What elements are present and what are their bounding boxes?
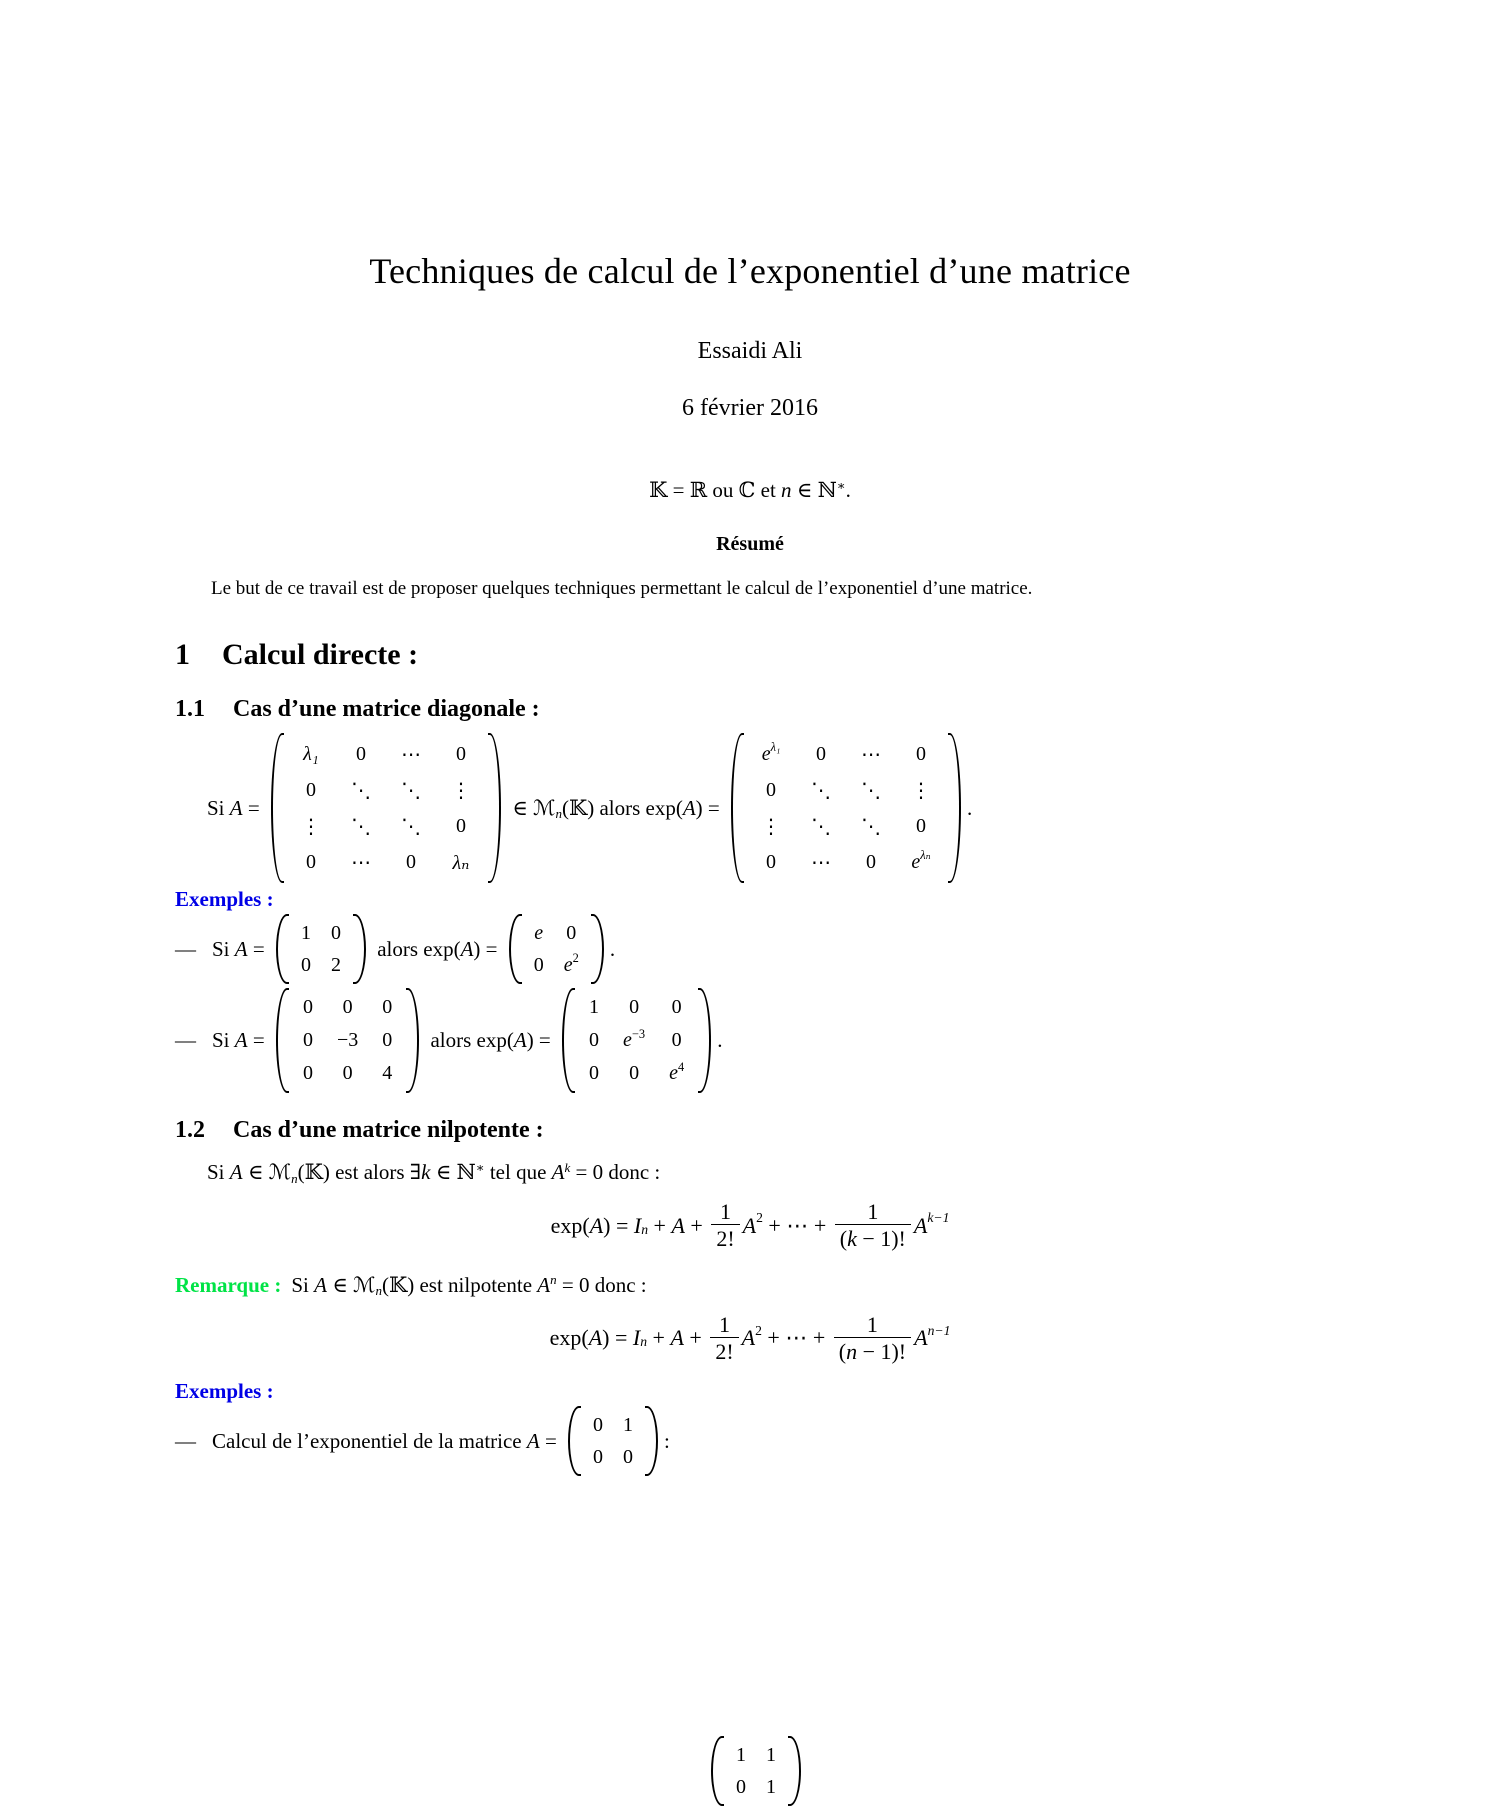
matrix-cell: 0 (736, 1775, 746, 1798)
example-middle (425, 1028, 556, 1053)
math-fragment: = 0 donc : (570, 1160, 661, 1184)
math-fragment: A (460, 936, 474, 961)
matrix-cell (286, 736, 336, 772)
matrix-cell: ⋱ (811, 779, 832, 802)
matrix-cell: 0 (766, 778, 777, 801)
statement-middle (507, 796, 725, 821)
math-fragment: A (551, 1160, 565, 1184)
matrix-cell: 0 (671, 1029, 682, 1051)
math-fragment: Si (207, 795, 230, 820)
math-fragment: e (623, 1029, 632, 1051)
math-fragment: n (781, 478, 792, 502)
math-fragment: I (633, 1212, 642, 1238)
example-diagonal-3x3 (175, 988, 1325, 1093)
math-fragment: A (741, 1325, 756, 1351)
math-fragment: k (847, 1226, 857, 1252)
math-fragment: k (421, 1160, 431, 1184)
subsection-1-2-number: 1.2 (175, 1117, 205, 1143)
example-period: . (609, 936, 616, 961)
matrix-cell: ⋱ (861, 815, 882, 838)
math-fragment: 𝕂 = ℝ ou ℂ et (649, 478, 782, 502)
math-fragment: ) = (603, 1212, 634, 1238)
matrix-cell: 0 (589, 1062, 600, 1084)
example-period: . (717, 1028, 723, 1052)
math-fragment: + (647, 1325, 671, 1351)
math-fragment: A (234, 936, 248, 961)
math-fragment: alors exp( (371, 936, 461, 961)
matrix-grid (524, 917, 589, 981)
math-fragment: Si (212, 1028, 235, 1052)
example-prefix (212, 1028, 270, 1053)
matrix-a-2x2 (276, 914, 366, 984)
matrix-cell: 1 (300, 921, 311, 944)
math-fragment: (𝕂) est nilpotente (381, 1272, 538, 1297)
matrix-cell: 0 (305, 850, 316, 873)
matrix-cell: ⋯ (811, 851, 832, 874)
math-fragment: I (632, 1325, 641, 1351)
matrix-cell: 0 (593, 1445, 604, 1468)
math-fragment: ℳ (532, 795, 556, 820)
matrix-cell: 0 (593, 1413, 604, 1436)
matrix-cell: 2 (330, 953, 341, 976)
example-prefix (212, 1429, 562, 1454)
matrix-cell: ⋯ (400, 743, 421, 766)
matrix-cell: ⋱ (350, 815, 371, 838)
matrix-cell: 0 (916, 814, 927, 837)
section-1-title: Calcul directe : (222, 638, 419, 671)
diagonal-matrix-statement (175, 733, 1325, 883)
math-fragment: = (242, 795, 265, 820)
matrix-cell: 0 (405, 850, 416, 873)
math-fragment: e (761, 742, 771, 765)
matrix-cell: 0 (589, 1029, 600, 1051)
math-fragment: + ⋯ + (762, 1212, 832, 1238)
math-fragment: ∈ ℕ (791, 478, 837, 502)
matrix-cell: ⋱ (400, 815, 421, 838)
exemples-label-1: Exemples : (175, 887, 274, 911)
paper-date: 6 février 2016 (682, 395, 818, 421)
math-fragment: ( (839, 1226, 848, 1252)
subsection-1-1-number: 1.1 (175, 696, 205, 722)
math-fragment: ∈ (506, 795, 533, 820)
subsection-1-2-heading (175, 1117, 1325, 1144)
math-fragment: A (588, 1325, 603, 1351)
fraction: $\frac{1}{2!}$ (710, 1312, 738, 1366)
matrix-grid (577, 991, 696, 1090)
matrix-cell: 1 (589, 996, 600, 1018)
math-fragment: . (845, 478, 851, 502)
math-fragment: e (563, 953, 573, 976)
example-nilpotent-2x2 (175, 1406, 1325, 1476)
math-fragment: ∗ (836, 477, 846, 493)
math-fragment: tel que (484, 1160, 552, 1184)
matrix-cell: 0 (816, 742, 827, 765)
matrix-cell: 0 (302, 1062, 313, 1084)
matrix-cell: ⋯ (350, 851, 371, 874)
math-fragment: ) = (695, 795, 726, 820)
math-fragment: A (670, 1325, 684, 1351)
math-fragment: A (314, 1272, 327, 1297)
math-fragment: A (914, 1325, 928, 1351)
matrix-cell: 1 (766, 1743, 776, 1766)
math-fragment: ∗ (475, 1159, 485, 1175)
matrix-grid (291, 917, 351, 981)
math-fragment: n (555, 806, 562, 822)
math-fragment: ∈ (326, 1272, 353, 1297)
matrix-cell: ⋱ (400, 779, 421, 802)
fraction: $\frac{1}{2!}$ (711, 1199, 739, 1253)
item-dash: — (175, 1428, 196, 1453)
matrix-cell: 0 (330, 921, 341, 944)
matrix-cell: 0 (302, 996, 313, 1018)
math-fragment: ( (838, 1338, 847, 1364)
matrix-cell: ⋱ (861, 779, 882, 802)
math-fragment: Si (207, 1160, 230, 1184)
matrix-cell: 0 (533, 953, 544, 976)
math-fragment: (𝕂) alors exp( (561, 795, 683, 820)
matrix-cell: e −3 (623, 1026, 646, 1051)
math-fragment: n (291, 1170, 298, 1186)
matrix-cell: ⋯ (861, 743, 882, 766)
matrix-exp-a-3x3 (562, 988, 711, 1093)
matrix-grid (291, 991, 404, 1090)
matrix-cell: 0 (671, 996, 682, 1018)
matrix-cell: 0 (382, 996, 393, 1018)
matrix-grid (286, 736, 486, 880)
matrix-exp-a-diagonal (731, 733, 961, 883)
math-fragment: A (229, 1160, 243, 1184)
math-fragment: + (648, 1212, 672, 1238)
matrix-cell: 0 (566, 921, 577, 944)
matrix-cell: ⋮ (911, 779, 932, 802)
math-fragment: A (913, 1212, 928, 1238)
matrix-cell: 0 (866, 850, 877, 873)
matrix-cell: 0 (342, 996, 353, 1018)
matrix-a-3x3 (276, 988, 419, 1093)
item-dash: — (175, 1028, 196, 1052)
matrix-cell: 1 (766, 1775, 776, 1798)
math-fragment: = (247, 936, 270, 961)
math-fragment: n (375, 1283, 382, 1299)
math-fragment: λₙ (452, 851, 470, 874)
math-fragment: e (534, 921, 544, 944)
math-fragment: − 1)! (857, 1338, 907, 1364)
matrix-grid (726, 1739, 786, 1803)
math-fragment: ℳ (352, 1272, 376, 1297)
math-fragment: n (550, 1272, 557, 1288)
matrix-cell: 0 (916, 742, 927, 765)
matrix-cell: ⋮ (300, 815, 321, 838)
matrix-cell: −3 (336, 1029, 359, 1051)
matrix-cell (524, 917, 554, 949)
statement-prefix (207, 796, 265, 821)
math-fragment: + (684, 1212, 709, 1238)
math-fragment: = (539, 1428, 563, 1453)
matrix-cell: e 2 (563, 951, 579, 976)
math-fragment: A (682, 795, 696, 820)
matrix-cell: 0 (302, 1029, 313, 1051)
math-fragment: alors exp( (425, 1028, 514, 1052)
math-fragment: n (846, 1338, 858, 1364)
exp-series-equation-k: exp( A ) = I n + A + $\frac{1}{2!}$ A 2 + ⋯ + $\frac{1}{(k - 1)!}$ A k−1 (550, 1199, 950, 1252)
matrix-cell: ⋮ (450, 779, 471, 802)
remark-text (291, 1273, 646, 1297)
matrix-cell: 0 (629, 996, 640, 1018)
section-1-heading (175, 638, 1325, 672)
math-fragment: ℳ (268, 1160, 292, 1184)
matrix-cell: 0 (629, 1062, 640, 1084)
matrix-cell: 0 (300, 953, 311, 976)
matrix-cell: 0 (305, 778, 316, 801)
example-diagonal-2x2 (175, 914, 1325, 984)
math-fragment: A (234, 1028, 248, 1052)
matrix-cell: 1 (623, 1413, 634, 1436)
matrix-cell: 0 (455, 814, 466, 837)
paper-title: Techniques de calcul de l’exponentiel d’une matrice (369, 251, 1131, 291)
math-fragment: (𝕂) est alors ∃ (297, 1160, 422, 1184)
math-fragment: ∈ (242, 1160, 269, 1184)
math-fragment: ∈ ℕ (430, 1160, 476, 1184)
abstract-text: Le but de ce travail est de proposer quelques techniques permettant le calcul de l’exponentiel d’une matrice. (211, 578, 1033, 599)
math-fragment: e (911, 850, 921, 873)
resume-heading: Résumé (716, 533, 784, 555)
math-fragment: A (513, 1028, 527, 1052)
math-fragment: Si (212, 936, 235, 961)
exemples-label-2: Exemples : (175, 1379, 274, 1404)
matrix-cell (436, 844, 486, 880)
item-dash: — (175, 936, 196, 961)
matrix-cell: 0 (455, 742, 466, 765)
matrix-cell: 0 (382, 1029, 393, 1051)
partial-result-matrix (711, 1736, 801, 1806)
math-fragment: λ₁ (303, 742, 319, 765)
matrix-cell: 0 (623, 1445, 634, 1468)
math-fragment: Calcul de l’exponentiel de la matrice (212, 1428, 527, 1453)
paper-page (0, 250, 1500, 1798)
math-fragment: − 1)! (856, 1226, 906, 1252)
math-fragment: + (683, 1325, 708, 1351)
matrix-cell: e λ₁ (761, 740, 781, 765)
matrix-cell: ⋮ (761, 815, 782, 838)
matrix-grid (746, 736, 946, 880)
example-middle (372, 937, 503, 962)
math-fragment: A (589, 1212, 604, 1238)
math-fragment: exp( (549, 1325, 589, 1351)
matrix-a-nilpotent (568, 1406, 658, 1476)
math-fragment: k (564, 1159, 571, 1175)
math-fragment: + ⋯ + (761, 1325, 831, 1351)
fraction: $\frac{1}{(n - 1)!}$ (834, 1312, 911, 1366)
subsection-1-1-title: Cas d’une matrice diagonale : (233, 696, 540, 722)
remark-label: Remarque : (175, 1272, 282, 1297)
matrix-grid (583, 1409, 643, 1473)
fraction: $\frac{1}{(k - 1)!}$ (835, 1199, 911, 1253)
math-fragment: A (537, 1272, 551, 1297)
math-fragment: A (671, 1212, 685, 1238)
matrix-cell: 0 (766, 850, 777, 873)
matrix-a-diagonal (271, 733, 501, 883)
matrix-cell: e λₙ (911, 848, 931, 873)
matrix-cell: 0 (342, 1062, 353, 1084)
paper-author: Essaidi Ali (697, 338, 803, 364)
math-fragment: ) = (526, 1028, 557, 1052)
example-colon: : (664, 1428, 670, 1453)
math-fragment: exp( (550, 1212, 590, 1238)
subsection-1-1-heading (175, 696, 1325, 723)
remark-line (175, 1273, 1325, 1298)
matrix-cell: ⋱ (811, 815, 832, 838)
math-fragment: e (669, 1062, 678, 1084)
matrix-cell: ⋱ (350, 779, 371, 802)
field-convention-line (175, 478, 1325, 503)
matrix-exp-a-2x2 (509, 914, 604, 984)
exp-series-equation-n: exp( A ) = I n + A + $\frac{1}{2!}$ A 2 + ⋯ + $\frac{1}{(n - 1)!}$ A n−1 (549, 1311, 951, 1364)
section-1-number: 1 (175, 638, 190, 671)
matrix-cell: e 4 (669, 1059, 685, 1084)
math-fragment: ) = (602, 1325, 633, 1351)
matrix-cell: 4 (382, 1062, 393, 1084)
math-fragment: ) = (473, 936, 503, 961)
math-fragment: Si (291, 1272, 315, 1297)
matrix-cell: 0 (355, 742, 366, 765)
statement-period: . (967, 795, 973, 820)
math-fragment: A (526, 1428, 540, 1453)
math-fragment: = 0 donc : (556, 1272, 647, 1297)
matrix-cell: 1 (736, 1743, 746, 1766)
math-fragment: = (247, 1028, 270, 1052)
math-fragment: A (742, 1212, 757, 1238)
example-prefix (212, 937, 270, 962)
math-fragment: A (229, 795, 243, 820)
subsection-1-2-title: Cas d’une matrice nilpotente : (233, 1117, 544, 1143)
nilpotent-intro-line (175, 1160, 1325, 1185)
